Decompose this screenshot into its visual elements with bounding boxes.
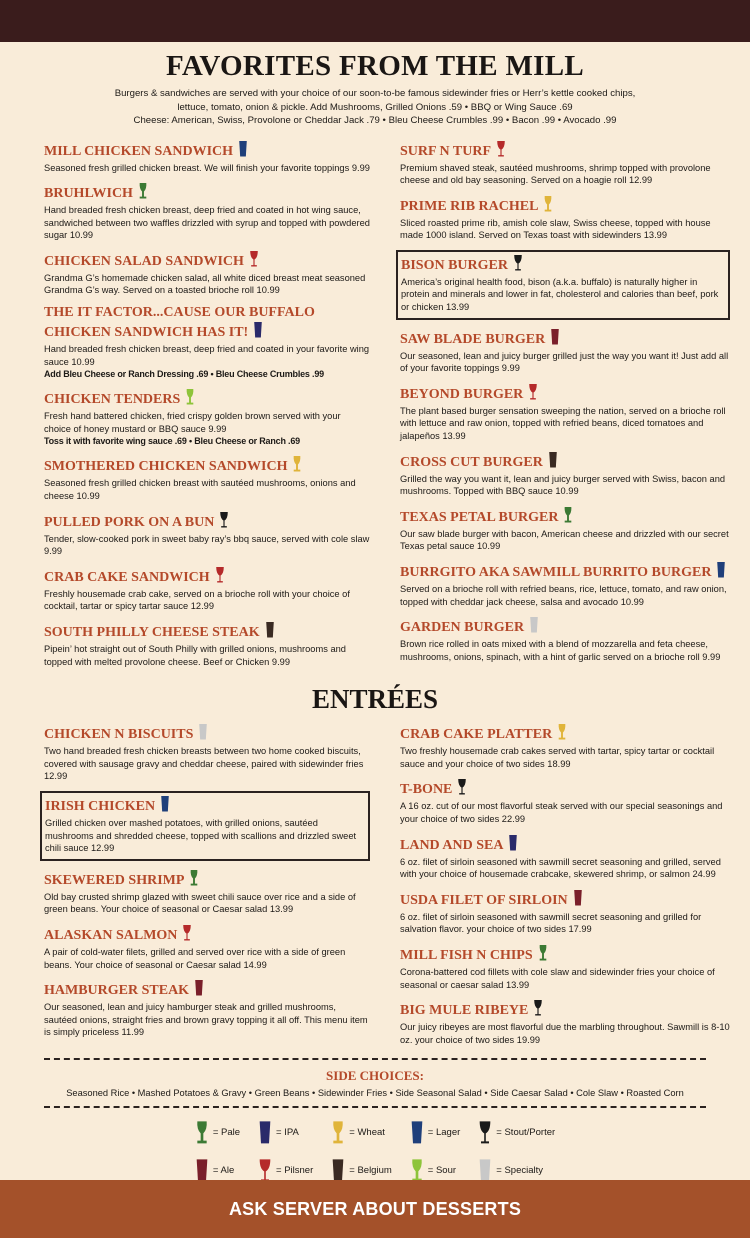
beer-pairing-icon (529, 616, 539, 638)
menu-item-description: Two hand breaded fresh chicken breasts between two home cooked biscuits, covered with sausage gravy and cheddar cheese, paired with sidewinder fries 12.99 (44, 746, 364, 782)
pale-glass-icon (195, 1120, 209, 1144)
beer-pairing-icon (543, 195, 553, 217)
beer-pairing-icon (513, 254, 523, 276)
pale-glass-icon (563, 506, 573, 523)
menu-item-title: SURF N TURF (400, 143, 492, 159)
pale-glass-icon (538, 944, 548, 961)
divider (44, 1058, 706, 1060)
menu-item-title: ALASKAN SALMON (44, 927, 178, 943)
legend-item-sour (410, 1158, 461, 1182)
menu-item-title: IRISH CHICKEN (45, 798, 156, 814)
legend-label: = Pale (212, 1126, 241, 1138)
menu-item-title: SOUTH PHILLY CHEESE STEAK (44, 625, 260, 640)
menu-item-description: The plant based burger sensation sweeping the nation, served on a brioche roll with lettuce and raw onion, topped with refried beans, diced tomatoes and jalapeños 13.99 (400, 405, 726, 442)
entrees-section (0, 723, 750, 1054)
belgium-glass-icon (548, 451, 558, 468)
menu-item-title: SMOTHERED CHICKEN SANDWICH (44, 459, 288, 475)
menu-item-description: Premium shaved steak, sautéed mushrooms, shrimp topped with provolone cheese and old bay seasoning. Served on a hoagie roll 12.99 (400, 162, 711, 186)
menu-item-title: CHICKEN N BISCUITS (44, 727, 194, 743)
menu-item-title: CRAB CAKE SANDWICH (44, 569, 210, 585)
belgium-glass-icon (265, 621, 275, 638)
pale-glass-icon (189, 869, 199, 886)
menu-item-description: Seasoned fresh grilled chicken breast. We will finish your favorite toppings 9.99 (44, 162, 370, 173)
menu-item-name (44, 511, 370, 533)
ale-glass-icon (550, 328, 560, 345)
beer-pairing-icon (219, 511, 229, 533)
pilsner-glass-icon (528, 383, 538, 400)
menu-item-description: Grilled chicken over mashed potatoes, with grilled onions, sautéed mushrooms and shredded cheese, topped with scallions and drizzled sweet chili sauce 12.99 (45, 817, 357, 854)
menu-item-name (400, 140, 730, 162)
lager-glass-icon (160, 795, 170, 812)
beer-pairing-icon (563, 506, 573, 528)
legend-item-pilsner (258, 1158, 313, 1182)
beer-pairing-icon (194, 979, 204, 1001)
beer-legend (0, 1120, 750, 1182)
menu-item-title: GARDEN BURGER (400, 620, 525, 636)
pilsner-glass-icon (496, 140, 506, 157)
entrees-right-column (400, 723, 730, 1054)
menu-item-title: BIG MULE RIBEYE (400, 1003, 529, 1019)
menu-item-description: Our seasoned, lean and juicy burger grilled just the way you want it! Just add all of your favorite toppings 9.99 (400, 350, 729, 374)
menu-item-title: PULLED PORK ON A BUN (44, 514, 215, 530)
beer-pairing-icon (238, 140, 248, 162)
ale-glass-icon (195, 1158, 209, 1182)
specialty-glass-icon (478, 1158, 492, 1182)
menu-item-description: Corona-battered cod fillets with cole slaw and sidewinder fries your choice of seasonal or caesar salad 13.99 (400, 966, 715, 990)
menu-item-description: Our juicy ribeyes are most flavorful due the marbling throughout. Sawmill is 8-10 oz. your choice of two sides 19.99 (400, 1022, 730, 1045)
menu-item-title: BRUHLWICH (44, 186, 133, 202)
legend-label: = Wheat (349, 1126, 385, 1138)
legend-label: = Belgium (349, 1164, 392, 1176)
menu-item (44, 869, 370, 916)
menu-item (400, 778, 730, 825)
legend-label: = Specialty (496, 1164, 544, 1176)
menu-item-description: America’s original health food, bison (a.k.a. buffalo) is naturally higher in protein and minerals and lower in fat, cholesterol and calories than beef, pork or chicken 13.99 (401, 276, 719, 313)
menu-item-description: Grandma G’s homemade chicken salad, all white diced breast meat seasoned Grandma G’s way. Served on a toasted brioche roll 10.99 (44, 272, 366, 296)
menu-item (400, 561, 730, 608)
legend-label: = Pilsner (276, 1164, 314, 1176)
menu-item-description: Grilled the way you want it, lean and juicy burger served with Swiss, bacon and mushrooms. Topped with BBQ sauce 10.99 (400, 473, 726, 497)
menu-item-name (44, 621, 370, 643)
beer-pairing-icon (249, 250, 259, 272)
beer-pairing-icon (189, 869, 199, 891)
ipa-glass-icon (508, 834, 518, 851)
menu-item (400, 999, 730, 1046)
wheat-glass-icon (543, 195, 553, 212)
beer-pairing-icon (185, 388, 195, 410)
menu-item-name (400, 451, 730, 473)
menu-item-name (44, 455, 370, 477)
menu-item (44, 924, 370, 971)
menu-item-name (44, 566, 370, 588)
menu-item-title: USDA FILET OF SIRLOIN (400, 892, 568, 908)
legend-item-specialty (478, 1158, 555, 1182)
menu-item (44, 979, 370, 1039)
menu-item (400, 889, 730, 936)
menu-item-name (400, 328, 730, 350)
top-banner (0, 0, 750, 42)
menu-item (400, 616, 730, 663)
beer-pairing-icon (138, 182, 148, 204)
menu-item (44, 566, 370, 613)
sour-glass-icon (185, 388, 195, 405)
ipa-glass-icon (253, 321, 263, 338)
menu-item (400, 944, 730, 991)
beer-pairing-icon (573, 889, 583, 911)
menu-item (44, 388, 370, 447)
wheat-glass-icon (292, 455, 302, 472)
ale-glass-icon (573, 889, 583, 906)
menu-item (400, 383, 730, 443)
sour-glass-icon (410, 1158, 424, 1182)
menu-item-title: MILL CHICKEN SANDWICH (44, 143, 234, 159)
menu-item-addons: Toss it with favorite wing sauce .69 • Bleu Cheese or Ranch .69 (44, 436, 300, 447)
menu-item-title: BISON BURGER (401, 257, 508, 273)
menu-item (400, 140, 730, 187)
menu-item-name (400, 723, 730, 745)
beer-pairing-icon (548, 451, 558, 473)
legend-label: = Ale (212, 1164, 235, 1176)
ipa-glass-icon (258, 1120, 272, 1144)
beer-pairing-icon (265, 621, 275, 643)
menu-item-name (401, 254, 725, 276)
menu-item-title: BEYOND BURGER (400, 386, 524, 402)
menu-item-title: MILL FISH N CHIPS (400, 947, 533, 963)
lager-glass-icon (238, 140, 248, 157)
sides-title: SIDE CHOICES: (326, 1068, 424, 1084)
pilsner-glass-icon (182, 924, 192, 941)
menu-item-description: 6 oz. filet of sirloin seasoned with sawmill secret seasoning and grilled for salvation flavor. your choice of two sides 17.99 (400, 911, 702, 935)
menu-item-name (400, 834, 730, 856)
menu-item (400, 506, 730, 553)
menu-item (400, 723, 730, 770)
menu-item-title: TEXAS PETAL BURGER (400, 509, 559, 525)
menu-item-name (44, 869, 370, 891)
menu-item-description: Brown rice rolled in oats mixed with a blend of mozzarella and feta cheese, mushrooms, onions, spinach, with a hint of garlic served on a brioche roll 9.99 (400, 639, 721, 662)
menu-item-name (400, 889, 730, 911)
menu-item-name (44, 924, 370, 946)
entrees-title: ENTRÉES (311, 684, 439, 715)
menu-item-title: LAND AND SEA (400, 837, 504, 853)
belgium-glass-icon (331, 1158, 345, 1182)
legend-item-wheat (331, 1120, 392, 1144)
menu-item-description: Fresh hand battered chicken, fried crispy golden brown served with your choice of honey mustard or BBQ sauce 9.99 (44, 411, 341, 434)
legend-label: = Stout/Porter (496, 1126, 556, 1138)
beer-pairing-icon (215, 566, 225, 588)
menu-item-title: PRIME RIB RACHEL (400, 198, 539, 214)
menu-item-description: Our seasoned, lean and juicy hamburger steak and grilled mushrooms, sautéed onions, straight fries and brown gravy topping it all off. This menu item is simply priceless 11.99 (44, 1002, 368, 1038)
menu-item (400, 328, 730, 375)
menu-item-name (44, 140, 370, 162)
menu-item-name (400, 778, 730, 800)
beer-pairing-icon (538, 944, 548, 966)
lager-glass-icon (410, 1120, 424, 1144)
legend-item-ipa (258, 1120, 313, 1144)
menu-item (400, 834, 730, 881)
beer-pairing-icon (716, 561, 726, 583)
menu-item-description: Hand breaded fresh chicken breast, deep fried and coated in your favorite wing sauce 10.99 (44, 344, 370, 367)
menu-item-name (400, 944, 730, 966)
intro-line: lettuce, tomato, onion & pickle. Add Mushrooms, Grilled Onions .59 • BBQ or Wing Sauce .69 (177, 101, 573, 113)
menu-item-name (400, 616, 730, 638)
wheat-glass-icon (557, 723, 567, 740)
menu-item-description: Freshly housemade crab cake, served on a brioche roll with your choice of cocktail, tartar or spicy tartar sauce 12.99 (44, 588, 350, 612)
menu-item-title: CHICKEN SALAD SANDWICH (44, 253, 244, 269)
page-title: FAVORITES FROM THE MILL (165, 50, 585, 82)
beer-pairing-icon (457, 778, 467, 800)
dessert-banner: ASK SERVER ABOUT DESSERTS (0, 1180, 750, 1238)
menu-item (44, 511, 370, 558)
favorites-section (0, 140, 750, 677)
menu-item-name (44, 979, 370, 1001)
beer-pairing-icon (496, 140, 506, 162)
divider (44, 1106, 706, 1108)
legend-label: = Lager (427, 1126, 461, 1138)
favorites-right-column (400, 140, 730, 677)
entrees-left-column (44, 723, 370, 1054)
menu-item (400, 451, 730, 498)
lager-glass-icon (716, 561, 726, 578)
specialty-glass-icon (198, 723, 208, 740)
menu-item-title: BURRGITO AKA SAWMILL BURRITO BURGER (400, 565, 712, 580)
legend-item-belgium (331, 1158, 392, 1182)
pale-glass-icon (138, 182, 148, 199)
menu-item-description: Seasoned fresh grilled chicken breast with sautéed mushrooms, onions and cheese 10.99 (44, 478, 356, 502)
legend-label: = IPA (276, 1126, 299, 1138)
beer-pairing-icon (557, 723, 567, 745)
menu-item-name (400, 506, 730, 528)
stout-glass-icon (219, 511, 229, 528)
menu-item-description: 6 oz. filet of sirloin seasoned with sawmill secret seasoning and grilled, served with your choice of housemade crabcake, skewered shrimp, or salmon 24.99 (400, 856, 721, 880)
menu-item-description: Hand breaded fresh chicken breast, deep fried and coated in hot wing sauce, sandwiched between two waffles drizzled with syrup and topped with powdered sugar 10.99 (44, 205, 370, 241)
menu-item-title: T-BONE (400, 782, 453, 798)
menu-item-name (44, 182, 370, 204)
beer-pairing-icon (533, 999, 543, 1021)
beer-pairing-icon (253, 321, 263, 343)
menu-item-title: CROSS CUT BURGER (400, 454, 543, 470)
intro-line: Cheese: American, Swiss, Provolone or Cheddar Jack .79 • Bleu Cheese Crumbles .99 • Bacon .99 • Avocado .99 (133, 115, 617, 126)
beer-pairing-icon (160, 795, 170, 817)
beer-pairing-icon (528, 383, 538, 405)
menu-item (44, 455, 370, 502)
menu-item-title: SKEWERED SHRIMP (44, 872, 185, 888)
stout-glass-icon (533, 999, 543, 1016)
menu-item (44, 305, 370, 380)
menu-item-name (400, 999, 730, 1021)
menu-item-description: Our saw blade burger with bacon, American cheese and drizzled with our secret Texas petal sauce 10.99 (400, 528, 729, 552)
menu-item-description: Pipein’ hot straight out of South Philly with grilled onions, mushrooms and topped with melted provolone cheese. Beef or Chicken 9.99 (44, 644, 346, 667)
menu-item-description: Tender, slow-cooked pork in sweet baby ray’s bbq sauce, served with cole slaw 9.99 (44, 533, 370, 557)
beer-pairing-icon (508, 834, 518, 856)
menu-item (44, 250, 370, 297)
menu-item-name (45, 795, 365, 817)
wheat-glass-icon (331, 1120, 345, 1144)
menu-item (44, 140, 370, 175)
beer-pairing-icon (292, 455, 302, 477)
legend-item-pale (195, 1120, 240, 1144)
menu-item (44, 723, 370, 783)
menu-item-title: CRAB CAKE PLATTER (400, 727, 553, 743)
menu-item-name (44, 723, 370, 745)
stout-glass-icon (457, 778, 467, 795)
menu-item-name (44, 388, 370, 410)
menu-item-description: Old bay crusted shrimp glazed with sweet chili sauce over rice and a side of green beans. Your choice of seasonal or Caesar salad 13.99 (44, 891, 356, 915)
sides-list: Seasoned Rice • Mashed Potatoes & Gravy • Green Beans • Sidewinder Fries • Side Seasonal Salad • Side Caesar Salad • Cole Slaw • Roasted Corn (66, 1088, 684, 1099)
beer-pairing-icon (550, 328, 560, 350)
ale-glass-icon (194, 979, 204, 996)
menu-item (400, 195, 730, 242)
legend-item-lager (410, 1120, 461, 1144)
intro-line: Burgers & sandwiches are served with your choice of our soon-to-be famous sidewinder fries or Herr’s kettle cooked chips, (114, 88, 636, 99)
menu-item-name (44, 305, 370, 343)
menu-item-title: THE IT FACTOR...CAUSE OUR BUFFALO CHICKEN SANDWICH HAS IT! (44, 305, 315, 341)
beer-pairing-icon (198, 723, 208, 745)
menu-item (396, 250, 730, 320)
menu-item-name (400, 561, 730, 583)
specialty-glass-icon (529, 616, 539, 633)
menu-item (44, 621, 370, 668)
menu-item-description: Served on a brioche roll with refried beans, rice, lettuce, tomato, and raw onion, topped with cheddar jack cheese, salsa and avocado 10.99 (400, 584, 727, 607)
intro-text (40, 87, 710, 128)
beer-pairing-icon (182, 924, 192, 946)
menu-item-name (44, 250, 370, 272)
stout-glass-icon (513, 254, 523, 271)
legend-label: = Sour (427, 1164, 457, 1176)
pilsner-glass-icon (249, 250, 259, 267)
favorites-left-column (44, 140, 370, 677)
menu-item (40, 791, 370, 861)
menu-item-title: HAMBURGER STEAK (44, 983, 190, 999)
pilsner-glass-icon (258, 1158, 272, 1182)
legend-item-stout (478, 1120, 555, 1144)
legend-item-ale (195, 1158, 240, 1182)
menu-item-title: SAW BLADE BURGER (400, 331, 546, 347)
menu-item-name (400, 383, 730, 405)
pilsner-glass-icon (215, 566, 225, 583)
menu-item-description: A pair of cold-water filets, grilled and served over rice with a side of green beans. Your choice of seasonal or Caesar salad 14.99 (44, 946, 346, 970)
menu-item-name (400, 195, 730, 217)
menu-item (44, 182, 370, 242)
menu-item-description: Sliced roasted prime rib, amish cole slaw, Swiss cheese, topped with house made 1000 island. Served on Texas toast with sidewinders 13.99 (400, 217, 711, 241)
menu-item-addons: Add Bleu Cheese or Ranch Dressing .69 • Bleu Cheese Crumbles .99 (44, 369, 324, 380)
stout-glass-icon (478, 1120, 492, 1144)
menu-item-title: CHICKEN TENDERS (44, 392, 181, 408)
menu-item-description: Two freshly housemade crab cakes served with tartar, spicy tartar or cocktail sauce and your choice of two sides 18.99 (400, 746, 715, 769)
menu-item-description: A 16 oz. cut of our most flavorful steak served with our special seasonings and your choice of two sides 22.99 (400, 801, 723, 824)
